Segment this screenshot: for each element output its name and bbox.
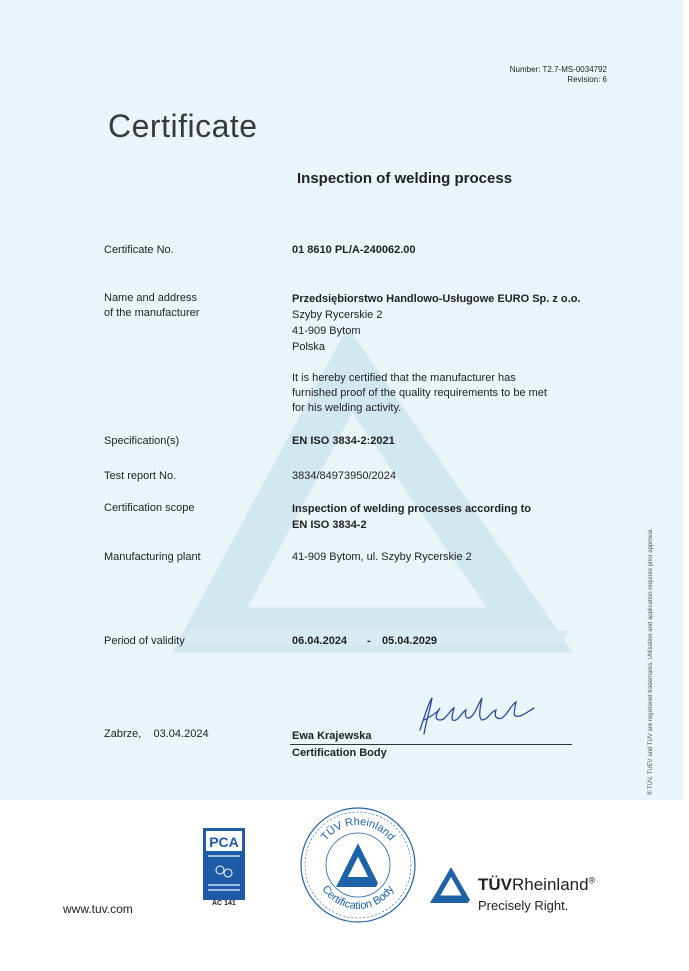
- certificate-no-label: Certificate No.: [104, 244, 174, 256]
- scope-value: Inspection of welding processes according to EN ISO 3834-2: [292, 503, 531, 531]
- validity-to: 05.04.2029: [382, 635, 438, 647]
- tuv-triangle-icon: [430, 868, 472, 904]
- revision-label: Revision:: [567, 75, 601, 84]
- manufacturer-street: Szyby Rycerskie 2: [292, 309, 383, 321]
- tuv-slogan: Precisely Right.: [478, 898, 569, 913]
- manufacturer-country: Polska: [292, 341, 326, 353]
- pca-caption: AC 141: [212, 900, 236, 907]
- manufacturer-name: Przedsiębiorstwo Handlowo-Usługowe EURO Sp. z o.o.: [292, 293, 581, 305]
- test-report-label: Test report No.: [104, 470, 177, 482]
- validity-label: Period of validity: [104, 635, 185, 647]
- place-date: Zabrze, 03.04.2024: [104, 728, 209, 740]
- number-label: Number:: [509, 65, 541, 74]
- manufacturer-city: 41-909 Bytom: [292, 325, 361, 337]
- website-link[interactable]: www.tuv.com: [63, 902, 133, 916]
- validity-from: 06.04.2024: [292, 635, 348, 647]
- page-title: Certificate: [108, 108, 258, 144]
- certificate-no-value: 01 8610 PL/A-240062.00: [292, 244, 416, 256]
- document-number-block: [510, 65, 607, 85]
- plant-label: Manufacturing plant: [104, 551, 201, 563]
- seal-bottom-text: Certification Body: [319, 883, 397, 913]
- manufacturer-value: [292, 291, 580, 355]
- trademark-note: ® TÜV, TUEV and TUV are registered trademarks. Utilisation and application requires prior approval.: [648, 528, 654, 795]
- pca-mark-text: PCA: [209, 834, 239, 850]
- specification-value: EN ISO 3834-2:2021: [292, 435, 395, 447]
- tuv-brand-name: TÜVRheinland®: [478, 875, 596, 894]
- scope-label: Certification scope: [104, 502, 195, 514]
- number-value: T2.7-MS-0034792: [542, 65, 607, 74]
- plant-value: 41-909 Bytom, ul. Szyby Rycerskie 2: [292, 551, 472, 563]
- page-subtitle: Inspection of welding process: [297, 170, 513, 187]
- certification-statement: It is hereby certified that the manufacturer has furnished proof of the quality requirements to be met for his welding activity.: [292, 372, 547, 414]
- signer-name: Ewa Krajewska: [292, 730, 372, 742]
- signature-line: [290, 744, 572, 745]
- seal-top-text: TÜV Rheinland: [318, 815, 398, 844]
- specification-label: Specification(s): [104, 435, 180, 447]
- manufacturer-label: Name and address of the manufacturer: [104, 292, 200, 319]
- revision-value: 6: [602, 75, 607, 84]
- signer-role: Certification Body: [292, 747, 387, 759]
- signature: [410, 690, 540, 740]
- test-report-value: 3834/84973950/2024: [292, 470, 396, 482]
- validity-separator: -: [367, 635, 371, 647]
- pca-accreditation-logo: [203, 828, 245, 900]
- tuv-certification-seal: [298, 805, 418, 925]
